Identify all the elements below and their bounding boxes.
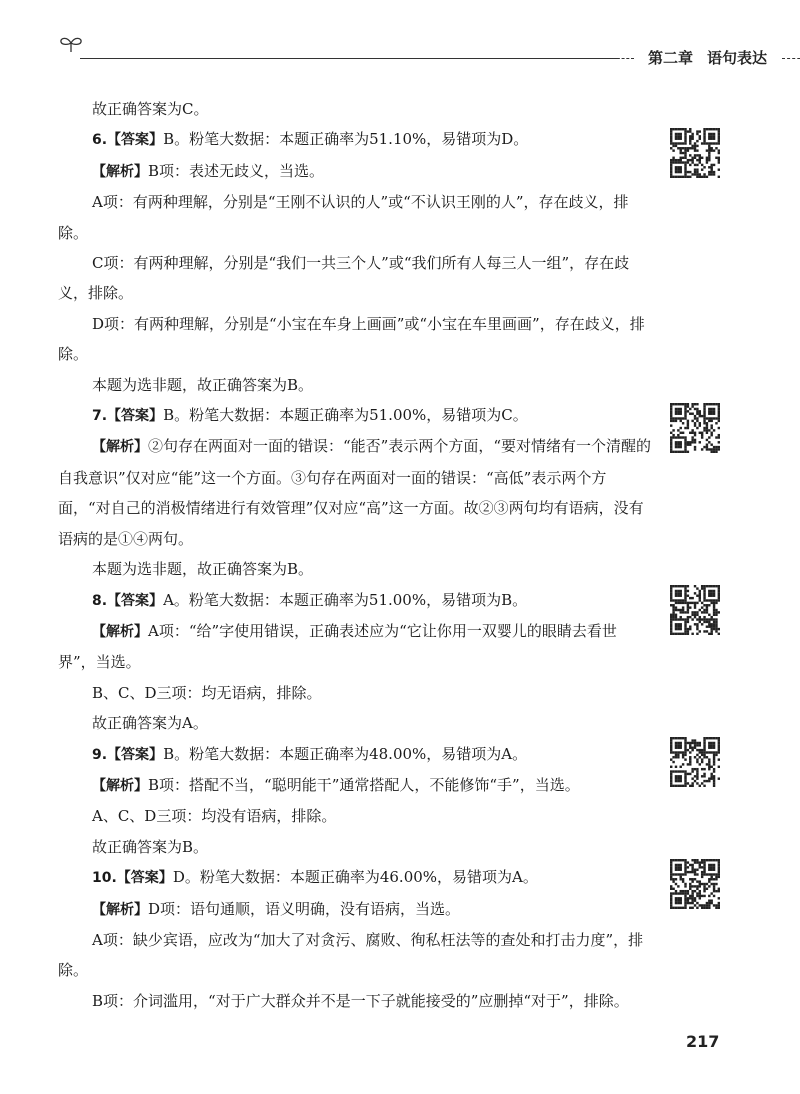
paragraph: A、C、D三项：均没有语病，排除。 (92, 807, 337, 826)
answer-explanations (58, 94, 654, 1016)
qr-code-icon[interactable] (670, 737, 720, 787)
analysis-line: 【解析】②句存在两面对一面的错误：“能否”表示两个方面，“要对情绪有一个清醒的自我意识”仅对应“能”这一个方面。③句存在两面对一面的错误：“高低”表示两个方面，“对自己的消极情绪进行有效管理”仅对应“高”这一方面。故②③两句均有语病，没有语病的是①④两句。 (58, 437, 652, 548)
analysis-tag: 【解析】 (92, 777, 148, 794)
paragraph: B、C、D三项：均无语病，排除。 (92, 683, 322, 702)
paragraph: 本题为选非题，故正确答案为B。 (92, 375, 314, 394)
answer-tag: 7.【答案】 (92, 408, 164, 425)
answer-line-q9: 9.【答案】B。粉笔大数据：本题正确率为48.00%，易错项为A。 (92, 744, 528, 763)
paragraph: D项：有两种理解，分别是“小宝在车身上画画”或“小宝在车里画画”，存在歧义，排除。 (58, 314, 645, 364)
paragraph: 本题为选非题，故正确答案为B。 (92, 560, 314, 579)
analysis-line: 【解析】D项：语句通顺，语义明确，没有语病，当选。 (92, 899, 461, 918)
answer-tag: 9.【答案】 (92, 746, 164, 763)
analysis-line: 【解析】B项：表述无歧义，当选。 (92, 161, 325, 180)
answer-line-q10: 10.【答案】D。粉笔大数据：本题正确率为46.00%，易错项为A。 (92, 868, 538, 887)
qr-code-icon[interactable] (670, 403, 720, 453)
page-header (58, 34, 776, 74)
page-number: 217 (686, 1032, 720, 1051)
analysis-tag: 【解析】 (92, 623, 148, 640)
header-rule-right (782, 58, 800, 59)
answer-tag: 10.【答案】 (92, 870, 173, 887)
answer-line-q7: 7.【答案】B。粉笔大数据：本题正确率为51.00%，易错项为C。 (92, 406, 528, 425)
paragraph: B项：介词滥用，“对于广大群众并不是一下子就能接受的”应删掉“对于”，排除。 (92, 991, 629, 1010)
qr-code-icon[interactable] (670, 585, 720, 635)
answer-line-q8: 8.【答案】A。粉笔大数据：本题正确率为51.00%，易错项为B。 (92, 590, 528, 609)
header-rule (80, 58, 618, 59)
analysis-tag: 【解析】 (92, 163, 148, 180)
answer-tag: 6.【答案】 (92, 132, 164, 149)
paragraph: 故正确答案为A。 (92, 714, 208, 733)
paragraph: A项：缺少宾语，应改为“加大了对贪污、腐败、徇私枉法等的查处和打击力度”，排除。 (58, 930, 644, 980)
qr-code-icon[interactable] (670, 859, 720, 909)
paragraph: A项：有两种理解，分别是“王刚不认识的人”或“不认识王刚的人”，存在歧义，排除。 (58, 193, 629, 242)
analysis-line: 【解析】A项：“给”字使用错误，正确表述应为“它让你用一双婴儿的眼睛去看世界”，当选。 (58, 621, 617, 672)
section-label: 语句表达 (707, 49, 768, 67)
analysis-tag: 【解析】 (92, 439, 148, 456)
paragraph: 故正确答案为B。 (92, 837, 209, 856)
qr-code-icon[interactable] (670, 128, 720, 178)
header-rule-dash (598, 58, 634, 59)
running-title (648, 47, 767, 68)
sprout-logo-icon (58, 34, 84, 54)
paragraph: C项：有两种理解，分别是“我们一共三个人”或“我们所有人每三人一组”，存在歧义，排除。 (58, 254, 630, 303)
answer-line-q6: 6.【答案】B。粉笔大数据：本题正确率为51.10%，易错项为D。 (92, 130, 529, 149)
chapter-label: 第二章 (648, 49, 694, 67)
analysis-line: 【解析】B项：搭配不当，“聪明能干”通常搭配人，不能修饰“手”，当选。 (92, 775, 580, 794)
paragraph: 故正确答案为C。 (92, 100, 209, 118)
analysis-tag: 【解析】 (92, 901, 148, 918)
answer-tag: 8.【答案】 (92, 592, 164, 609)
